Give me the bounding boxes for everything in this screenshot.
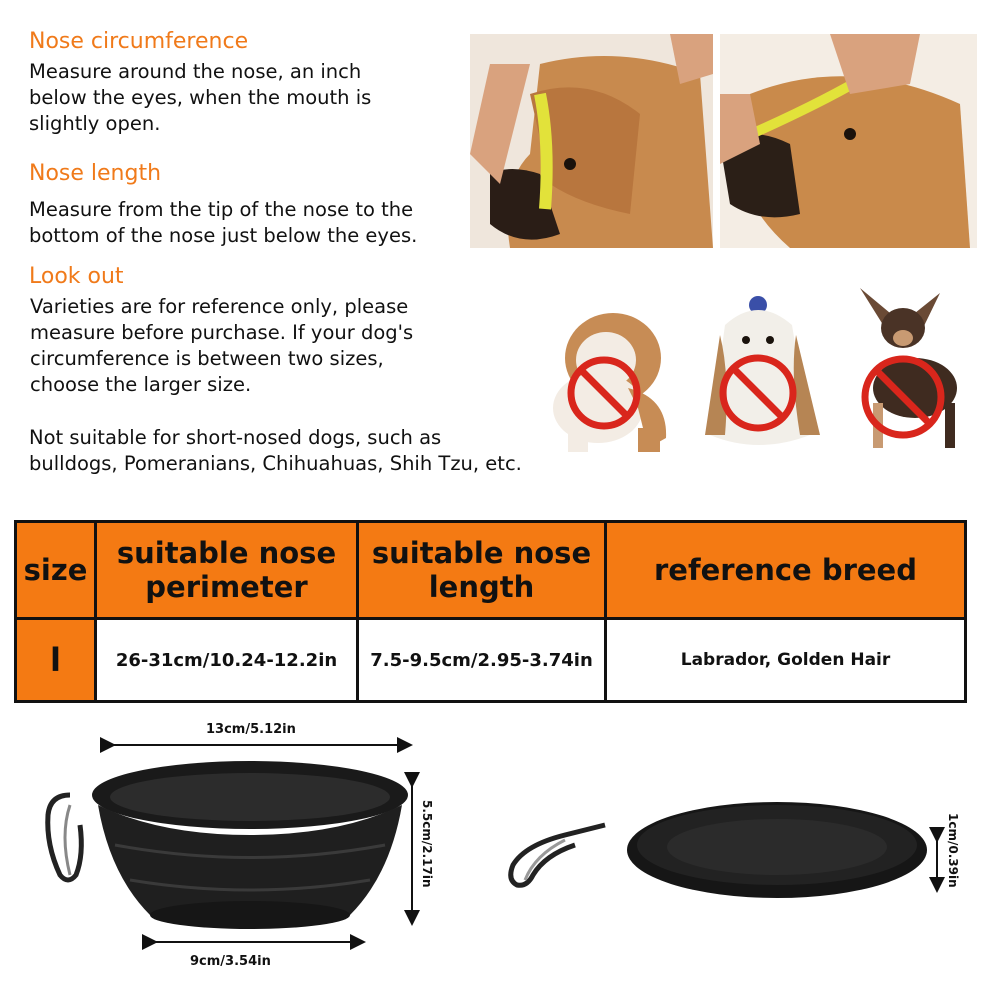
text-line: slightly open. — [29, 112, 161, 135]
measure-circumference-photo — [470, 34, 713, 248]
nose-circumference-text — [29, 59, 371, 137]
nose-length-text — [29, 197, 417, 249]
cell-reference-breed: Labrador, Golden Hair — [606, 619, 966, 702]
text-line: bulldogs, Pomeranians, Chihuahuas, Shih Tzu, etc. — [29, 452, 522, 475]
table-header-row — [16, 522, 966, 619]
look-out-heading: Look out — [29, 264, 124, 289]
bulldog-not-suitable-image — [538, 288, 680, 456]
nose-length-heading: Nose length — [29, 161, 162, 186]
shih-tzu-not-suitable-image — [700, 285, 828, 453]
top-width-label: 13cm/5.12in — [206, 722, 296, 737]
chihuahua-not-suitable-image — [855, 283, 967, 453]
text-line: below the eyes, when the mouth is — [29, 86, 372, 109]
text-line: Not suitable for short-nosed dogs, such as — [29, 426, 442, 449]
text-line: measure before purchase. If your dog's — [30, 321, 414, 344]
text-line: Measure from the tip of the nose to the — [29, 198, 414, 221]
header-line: perimeter — [145, 570, 308, 604]
text-line: Varieties are for reference only, please — [30, 295, 409, 318]
short-nose-warning — [29, 425, 522, 477]
height-label: 5.5cm/2.17in — [420, 800, 434, 888]
expanded-bowl-illustration — [40, 735, 430, 955]
measure-length-photo — [720, 34, 977, 248]
cell-size: l — [16, 619, 96, 702]
header-line: suitable nose — [371, 536, 592, 570]
cell-nose-length: 7.5-9.5cm/2.95-3.74in — [358, 619, 606, 702]
folded-height-label: 1cm/0.39in — [946, 813, 960, 888]
header-nose-length — [358, 522, 606, 619]
text-line: Measure around the nose, an inch — [29, 60, 362, 83]
header-line: size — [23, 553, 88, 587]
header-size — [16, 522, 96, 619]
cell-nose-perimeter: 26-31cm/10.24-12.2in — [96, 619, 358, 702]
table-row — [16, 619, 966, 702]
look-out-text — [30, 294, 413, 398]
bottom-width-label: 9cm/3.54in — [190, 954, 271, 969]
header-reference-breed — [606, 522, 966, 619]
text-line: circumference is between two sizes, — [30, 347, 384, 370]
folded-bowl-illustration — [505, 795, 955, 915]
size-table — [14, 520, 967, 703]
header-nose-perimeter — [96, 522, 358, 619]
header-line: reference breed — [654, 553, 917, 587]
text-line: choose the larger size. — [30, 373, 252, 396]
nose-circumference-heading: Nose circumference — [29, 29, 249, 54]
header-line: suitable nose — [116, 536, 337, 570]
text-line: bottom of the nose just below the eyes. — [29, 224, 418, 247]
header-line: length — [428, 570, 535, 604]
